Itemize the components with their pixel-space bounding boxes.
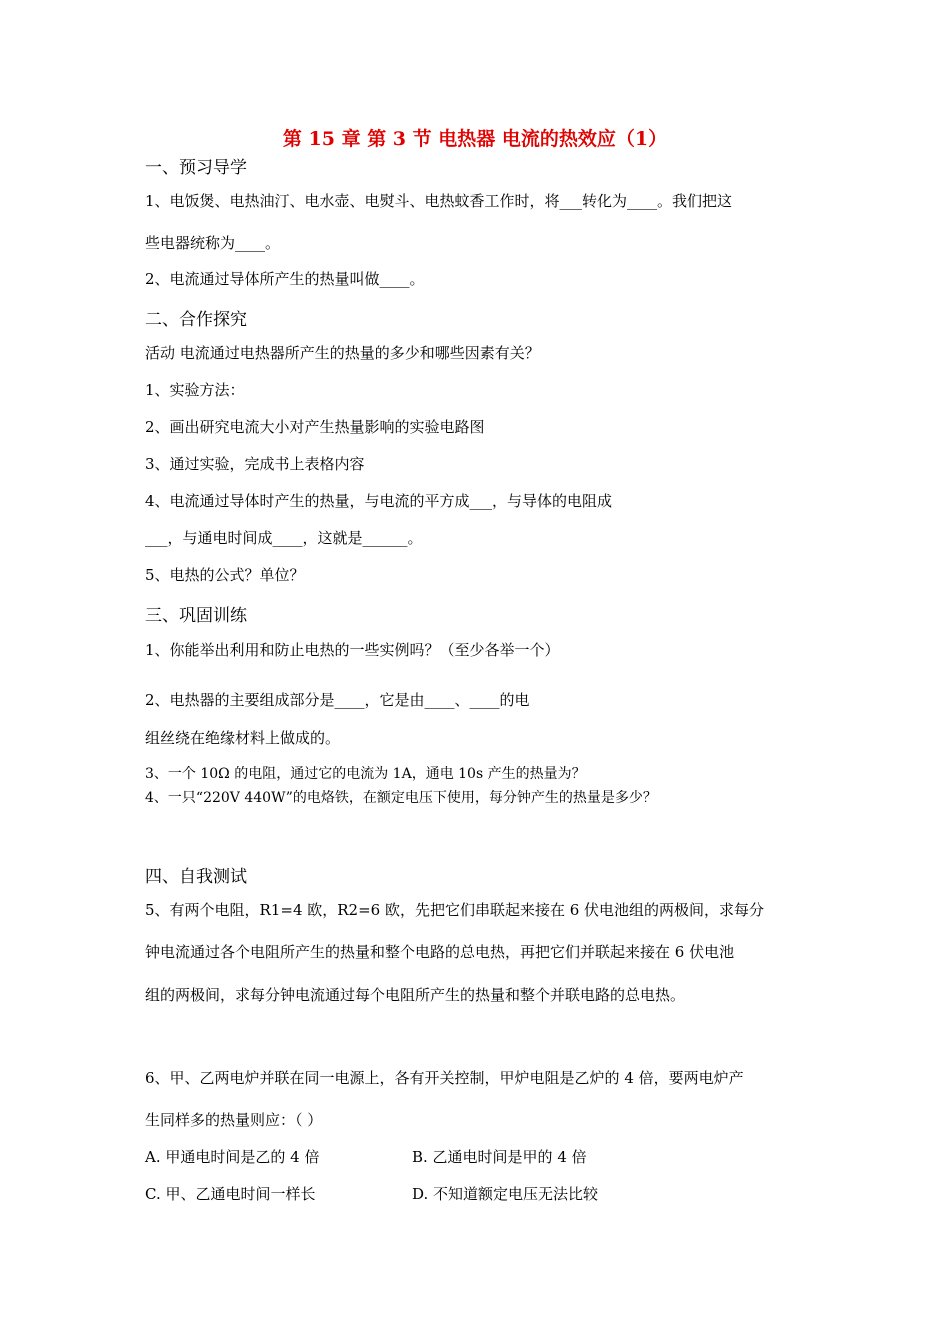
section-heading-explore: 二、合作探究: [145, 310, 247, 330]
option-d: D. 不知道额定电压无法比较: [412, 1185, 599, 1203]
page-title: 第 15 章 第 3 节 电热器 电流的热效应（1）: [282, 128, 668, 150]
section-heading-selftest: 四、自我测试: [145, 867, 247, 887]
sec4-q6-line2: 生同样多的热量则应：（ ）: [145, 1111, 323, 1129]
sec3-q3: 3、一个 10Ω 的电阻，通过它的电流为 1A，通电 10s 产生的热量为？: [145, 766, 586, 782]
sec3-q2-line1: 2、电热器的主要组成部分是____，它是由____、____的电: [145, 691, 530, 709]
sec4-q6-line1: 6、甲、乙两电炉并联在同一电源上，各有开关控制，甲炉电阻是乙炉的 4 倍，要两电炉产: [145, 1069, 744, 1087]
sec3-q2-line2: 组丝绕在绝缘材料上做成的。: [145, 729, 341, 747]
sec1-q1-line1: 1、电饭煲、电热油汀、电水壶、电熨斗、电热蚊香工作时，将___转化为____。我们把这: [145, 192, 733, 210]
sec2-q3: 3、通过实验，完成书上表格内容: [145, 455, 365, 473]
sec1-q2: 2、电流通过导体所产生的热量叫做____。: [145, 270, 425, 288]
sec2-activity: 活动 电流通过电热器所产生的热量的多少和哪些因素有关？: [145, 344, 540, 362]
sec4-q5-line3: 组的两极间，求每分钟电流通过每个电阻所产生的热量和整个并联电路的总电热。: [145, 986, 686, 1004]
sec2-q4-line2: ___，与通电时间成____，这就是______。: [145, 529, 423, 547]
sec3-q1: 1、你能举出利用和防止电热的一些实例吗？（至少各举一个）: [145, 641, 560, 659]
section-heading-preview: 一、预习导学: [145, 158, 247, 178]
sec4-q5-line1: 5、有两个电阻，R1=4 欧，R2=6 欧，先把它们串联起来接在 6 伏电池组的两极间，求每分: [145, 901, 765, 919]
sec2-q2: 2、画出研究电流大小对产生热量影响的实验电路图: [145, 418, 485, 436]
sec2-q4-line1: 4、电流通过导体时产生的热量，与电流的平方成___，与导体的电阻成: [145, 492, 613, 510]
sec2-q5: 5、电热的公式？单位？: [145, 566, 305, 584]
sec3-q4: 4、一只“220V 440W”的电烙铁，在额定电压下使用，每分钟产生的热量是多少？: [145, 790, 657, 806]
sec4-q5-line2: 钟电流通过各个电阻所产生的热量和整个电路的总电热，再把它们并联起来接在 6 伏电池: [145, 943, 735, 961]
option-b: B. 乙通电时间是甲的 4 倍: [412, 1148, 587, 1166]
section-heading-practice: 三、巩固训练: [145, 606, 247, 626]
sec1-q1-line2: 些电器统称为____。: [145, 234, 281, 252]
sec2-q1: 1、实验方法：: [145, 381, 245, 399]
option-a: A. 甲通电时间是乙的 4 倍: [145, 1148, 320, 1166]
option-c: C. 甲、乙通电时间一样长: [145, 1185, 316, 1203]
